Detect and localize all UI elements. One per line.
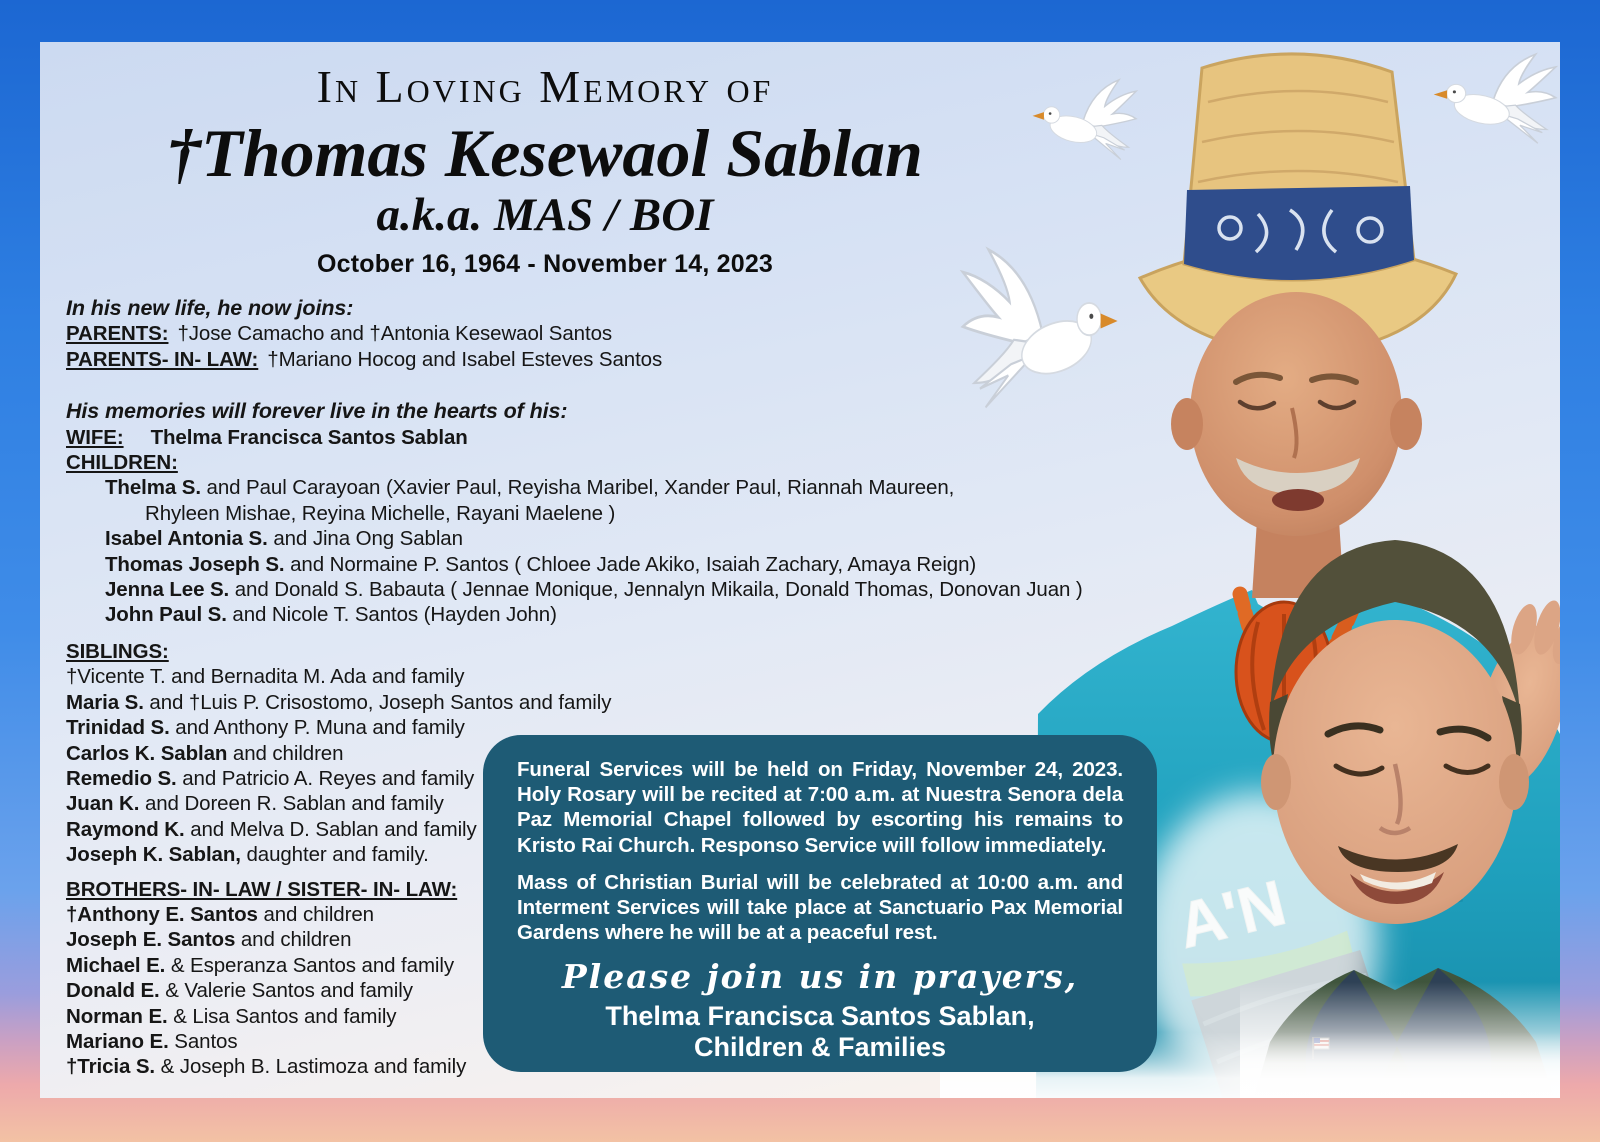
dove-icon [1434,54,1556,143]
wife-line: WIFE: Thelma Francisca Santos Sablan [66,425,468,449]
funeral-paragraph-1: Funeral Services will be held on Friday, November 24, 2023. Holy Rosary will be recited at 7:00 a.m. at Nuestra Senora dela Paz Memorial Chapel followed by escorting his remains to Kristo Rai Church. Responso Service will follow immediately. [517,758,1123,857]
sibling-line: Juan K. and Doreen R. Sablan and family [66,792,444,816]
joins-heading: In his new life, he now joins: [66,296,354,320]
inlaw-line: †Anthony E. Santos and children [66,902,374,926]
child-line: John Paul S. and Nicole T. Santos (Hayden John) [105,603,557,627]
children-heading: CHILDREN: [66,451,178,475]
parent-line: PARENTS- IN- LAW: †Mariano Hocog and Isabel Esteves Santos [66,347,663,371]
sibling-line: Trinidad S. and Anthony P. Muna and family [66,716,465,740]
inlaws-heading: BROTHERS- IN- LAW / SISTER- IN- LAW: [66,877,458,901]
wife-name: Thelma Francisca Santos Sablan [150,425,468,449]
inlaw-line: Michael E. & Esperanza Santos and family [66,953,454,977]
header [40,60,1050,279]
children-list [66,475,1083,627]
closing-lines [517,1001,1123,1063]
aka-line: a.k.a. MAS / BOI [376,189,714,241]
child-line: Thomas Joseph S. and Normaine P. Santos ( Chloee Jade Akiko, Isaiah Zachary, Amaya Reign) [105,552,977,576]
inlaw-line: Donald E. & Valerie Santos and family [66,979,413,1003]
sibling-line: Maria S. and †Luis P. Crisostomo, Joseph Santos and family [66,690,612,714]
inlaw-line: †Tricia S. & Joseph B. Lastimoza and family [66,1055,467,1079]
memorial-panel [40,42,1560,1098]
funeral-notice [483,735,1157,1072]
funeral-paragraph-2: Mass of Christian Burial will be celebrated at 10:00 a.m. and Interment Services will take place at Sanctuario Pax Memorial Gardens where he will be at a peaceful rest. [517,870,1123,945]
deceased-name: †Thomas Kesewaol Sablan [167,115,923,191]
parent-line: PARENTS: †Jose Camacho and †Antonia Kesewaol Santos [66,322,613,346]
sibling-line: Raymond K. and Melva D. Sablan and family [66,817,477,841]
child-line: Rhyleen Mishae, Reyina Michelle, Rayani Maelene ) [145,501,616,525]
prayer-invite-line: Please join us in prayers, [561,957,1079,997]
memories-heading: His memories will forever live in the hearts of his: [66,399,568,424]
siblings-heading: SIBLINGS: [66,639,169,663]
child-line: Jenna Lee S. and Donald S. Babauta ( Jennae Monique, Jennalyn Mikaila, Donald Thomas, Donovan Juan ) [105,578,1083,602]
sibling-line: Carlos K. Sablan and children [66,741,344,765]
parents-list [66,321,1066,372]
inlaw-line: Joseph E. Santos and children [66,928,352,952]
inlaw-line: Mariano E. Santos [66,1029,238,1053]
inlaw-line: Norman E. & Lisa Santos and family [66,1004,397,1028]
sibling-line: Remedio S. and Patricio A. Reyes and family [66,766,475,790]
sibling-line: Joseph K. Sablan, daughter and family. [66,843,429,867]
title-line: In Loving Memory of [316,61,774,112]
closing-name: Thelma Francisca Santos Sablan, [605,1001,1035,1032]
memories-section [66,399,1083,628]
child-line: Isabel Antonia S. and Jina Ong Sablan [105,527,463,551]
sibling-line: †Vicente T. and Bernadita M. Ada and family [66,665,465,689]
life-dates: October 16, 1964 - November 14, 2023 [316,250,774,278]
closing-family: Children & Families [693,1032,947,1063]
child-line: Thelma S. and Paul Carayoan (Xavier Paul, Reyisha Maribel, Xander Paul, Riannah Maureen, [105,476,955,500]
straw-hat [1184,54,1414,280]
